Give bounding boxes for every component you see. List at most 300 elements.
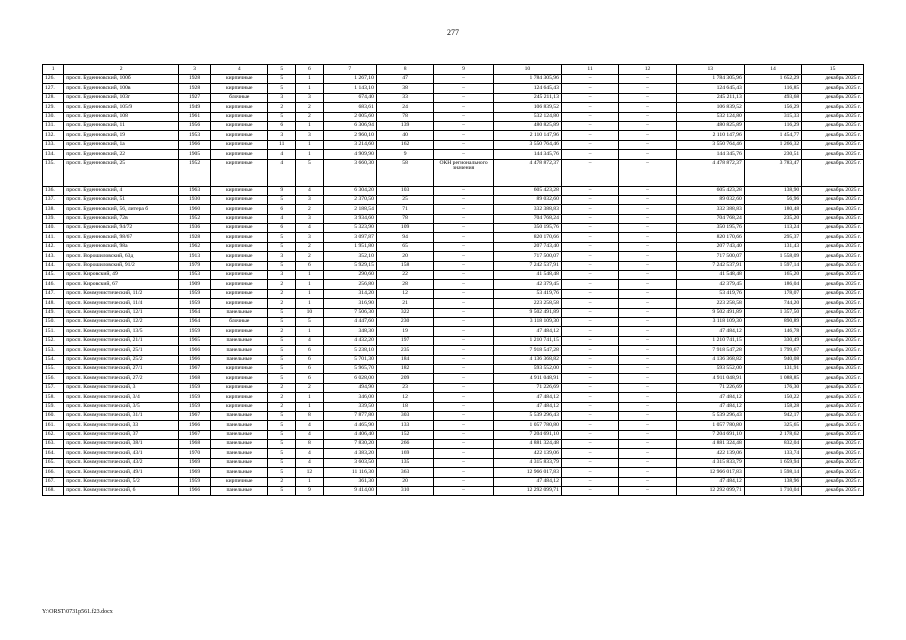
table-cell: 5 539 296,43	[676, 411, 744, 420]
table-cell: 4 432,20	[323, 336, 376, 345]
table-cell: –	[561, 93, 618, 102]
table-cell: 1961	[179, 112, 211, 121]
table-cell: –	[434, 458, 494, 467]
table-cell: декабрь 2025 г.	[802, 468, 864, 477]
table-cell: 245 211,13	[493, 93, 561, 102]
table-row	[43, 159, 864, 186]
table-cell: 3 934,60	[323, 214, 376, 223]
table-cell: –	[619, 121, 676, 130]
column-header: 4	[211, 65, 268, 75]
table-row	[43, 383, 864, 392]
table-cell: –	[434, 383, 494, 392]
table-cell: 7 830,20	[323, 440, 376, 449]
table-cell: 186,04	[744, 280, 801, 289]
table-cell: 126.	[43, 75, 64, 84]
table-cell: кирпичные	[211, 195, 268, 204]
table-cell: декабрь 2025 г.	[802, 449, 864, 458]
table-cell: 1 057 780,80	[676, 421, 744, 430]
table-cell: 1928	[179, 233, 211, 242]
table-cell: 3	[296, 93, 324, 102]
table-cell: 1928	[179, 75, 211, 84]
table-cell: 890,89	[744, 317, 801, 326]
table-cell: 1 267,10	[323, 75, 376, 84]
table-cell: просп. Коммунистический, 11/2	[64, 289, 179, 298]
table-cell: 2	[296, 103, 324, 112]
table-cell: –	[619, 289, 676, 298]
table-cell: 7 877,80	[323, 411, 376, 420]
table-cell: 158	[376, 261, 433, 270]
table-cell: –	[561, 159, 618, 186]
table-cell: –	[619, 411, 676, 420]
table-row	[43, 224, 864, 233]
table-cell: кирпичные	[211, 140, 268, 149]
table-cell: кирпичные	[211, 327, 268, 336]
table-cell: просп. Буденновский, 51	[64, 195, 179, 204]
table-cell: просп. Коммунистический, 6	[64, 487, 179, 496]
table-cell: просп. Буденновский, 56, литера б	[64, 205, 179, 214]
table-cell: 1936	[179, 224, 211, 233]
table-cell: 40	[376, 131, 433, 140]
table-cell: –	[619, 374, 676, 383]
table-cell: панельные	[211, 458, 268, 467]
table-row	[43, 280, 864, 289]
table-cell: декабрь 2025 г.	[802, 150, 864, 159]
table-cell: –	[434, 402, 494, 411]
table-cell: 41 548,48	[493, 271, 561, 280]
table-cell: 348,30	[323, 327, 376, 336]
table-cell: 593 552,00	[493, 364, 561, 373]
table-cell: 12	[376, 289, 433, 298]
table-row	[43, 121, 864, 130]
table-cell: декабрь 2025 г.	[802, 242, 864, 251]
table-cell: 158,28	[744, 402, 801, 411]
table-cell: декабрь 2025 г.	[802, 271, 864, 280]
table-cell: 6	[296, 374, 324, 383]
table-cell: 164.	[43, 449, 64, 458]
table-cell: 152.	[43, 336, 64, 345]
table-cell: 1966	[179, 140, 211, 149]
table-cell: –	[619, 112, 676, 121]
table-cell: 1	[296, 402, 324, 411]
table-cell: 5	[268, 308, 296, 317]
table-cell: 315,33	[744, 112, 801, 121]
table-cell: 3	[268, 252, 296, 261]
table-cell: кирпичные	[211, 112, 268, 121]
table-cell: 4	[296, 186, 324, 195]
table-cell: 5	[268, 261, 296, 270]
table-cell: 717 500,07	[493, 252, 561, 261]
table-cell: –	[434, 393, 494, 402]
table-cell: –	[619, 280, 676, 289]
table-row	[43, 261, 864, 270]
table-cell: кирпичные	[211, 233, 268, 242]
table-cell: 8	[296, 440, 324, 449]
table-cell: 135	[376, 458, 433, 467]
table-cell: декабрь 2025 г.	[802, 205, 864, 214]
table-cell: 78	[376, 214, 433, 223]
table-cell: 2	[268, 477, 296, 486]
table-cell: просп. Буденновский, 100б	[64, 75, 179, 84]
table-cell: –	[434, 233, 494, 242]
table-cell: 65	[376, 242, 433, 251]
table-cell: 141.	[43, 233, 64, 242]
table-cell: декабрь 2025 г.	[802, 364, 864, 373]
table-cell: 47	[376, 75, 433, 84]
table-cell: 207 743,40	[493, 242, 561, 251]
table-cell: 130.	[43, 112, 64, 121]
table-cell: 142.	[43, 242, 64, 251]
table-cell: 4 881 324,48	[676, 440, 744, 449]
table-cell: 230	[376, 317, 433, 326]
table-cell: 58	[376, 159, 433, 186]
table-cell: –	[434, 440, 494, 449]
table-cell: 197	[376, 336, 433, 345]
table-row	[43, 103, 864, 112]
table-cell: 9 502 491,89	[676, 308, 744, 317]
table-cell: –	[619, 271, 676, 280]
table-cell: 1953	[179, 131, 211, 140]
table-cell: 1	[296, 299, 324, 308]
table-cell: декабрь 2025 г.	[802, 121, 864, 130]
table-row	[43, 205, 864, 214]
table-cell: –	[434, 411, 494, 420]
table-cell: декабрь 2025 г.	[802, 393, 864, 402]
table-cell: 223 258,58	[493, 299, 561, 308]
table-cell: панельные	[211, 336, 268, 345]
table-cell: 182	[376, 364, 433, 373]
column-header: 2	[64, 65, 179, 75]
table-cell: –	[561, 233, 618, 242]
table-cell: кирпичные	[211, 186, 268, 195]
table-cell: кирпичные	[211, 374, 268, 383]
table-cell: 1 357,50	[744, 308, 801, 317]
table-cell: –	[619, 364, 676, 373]
table-cell: 1 143,10	[323, 84, 376, 93]
table-cell: 295,37	[744, 233, 801, 242]
table-cell: 6	[296, 355, 324, 364]
table-cell: 47 484,12	[676, 327, 744, 336]
table-cell: –	[434, 271, 494, 280]
table-cell: –	[561, 402, 618, 411]
table-cell: 3 550 764,46	[493, 140, 561, 149]
table-cell: –	[619, 214, 676, 223]
table-cell: кирпичные	[211, 383, 268, 392]
table-cell: 136.	[43, 186, 64, 195]
table-cell: 494,90	[323, 383, 376, 392]
column-header: 3	[179, 65, 211, 75]
table-cell: декабрь 2025 г.	[802, 477, 864, 486]
table-cell: 209	[376, 374, 433, 383]
table-cell: 129.	[43, 103, 64, 112]
column-header: 8	[376, 65, 433, 75]
table-cell: –	[619, 140, 676, 149]
table-cell: –	[561, 205, 618, 214]
table-cell: 53 419,76	[676, 289, 744, 298]
table-cell: –	[619, 355, 676, 364]
table-cell: 28	[376, 280, 433, 289]
table-cell: блочные	[211, 317, 268, 326]
table-cell: 683,61	[323, 103, 376, 112]
table-cell: панельные	[211, 411, 268, 420]
table-cell: 124 645,43	[493, 84, 561, 93]
table-cell: –	[561, 317, 618, 326]
table-cell: 6 028,00	[323, 374, 376, 383]
table-cell: 245 211,13	[676, 93, 744, 102]
table-cell: панельные	[211, 430, 268, 439]
table-cell: 155.	[43, 364, 64, 373]
table-cell: –	[434, 336, 494, 345]
table-cell: –	[561, 487, 618, 496]
table-cell: –	[619, 487, 676, 496]
table-cell: 4 881 324,48	[493, 440, 561, 449]
table-cell: 78	[376, 112, 433, 121]
table-cell: 1	[296, 477, 324, 486]
table-cell: 5 929,15	[323, 261, 376, 270]
table-cell: 7 918 547,28	[676, 346, 744, 355]
table-cell: 9	[376, 150, 433, 159]
table-cell: –	[434, 355, 494, 364]
table-cell: 1 784 305,96	[493, 75, 561, 84]
table-row	[43, 327, 864, 336]
table-cell: 12 292 099,71	[493, 487, 561, 496]
table-row	[43, 393, 864, 402]
table-cell: 9	[296, 487, 324, 496]
table-cell: 167.	[43, 477, 64, 486]
table-cell: кирпичные	[211, 150, 268, 159]
table-cell: –	[434, 374, 494, 383]
table-cell: –	[434, 150, 494, 159]
table-cell: –	[561, 103, 618, 112]
table-cell: декабрь 2025 г.	[802, 308, 864, 317]
table-cell: –	[619, 299, 676, 308]
table-cell: 180,48	[744, 205, 801, 214]
table-row	[43, 150, 864, 159]
table-cell: 4 315 833,79	[676, 458, 744, 467]
table-cell: –	[561, 214, 618, 223]
table-row	[43, 317, 864, 326]
table-cell: 5	[268, 421, 296, 430]
table-cell: 6	[296, 346, 324, 355]
table-cell: кирпичные	[211, 242, 268, 251]
column-header: 12	[619, 65, 676, 75]
table-cell: –	[434, 487, 494, 496]
table-cell: –	[619, 449, 676, 458]
column-header: 9	[434, 65, 494, 75]
table-cell: просп. Ворошиловский, 63д	[64, 252, 179, 261]
table-row	[43, 84, 864, 93]
table-row	[43, 195, 864, 204]
table-cell: 47 484,12	[676, 477, 744, 486]
table-cell: –	[619, 383, 676, 392]
table-row	[43, 477, 864, 486]
table-cell: просп. Буденновский, 108	[64, 112, 179, 121]
table-cell: декабрь 2025 г.	[802, 440, 864, 449]
table-cell: 3	[296, 131, 324, 140]
table-row	[43, 468, 864, 477]
table-cell: –	[561, 440, 618, 449]
table-cell: –	[434, 468, 494, 477]
table-cell: 1 210 741,15	[676, 336, 744, 345]
table-cell: 1	[296, 327, 324, 336]
table-cell: 145.	[43, 271, 64, 280]
table-cell: 1965	[179, 336, 211, 345]
table-cell: 361,30	[323, 477, 376, 486]
table-row	[43, 252, 864, 261]
table-cell: панельные	[211, 355, 268, 364]
table-cell: 153.	[43, 346, 64, 355]
table-cell: 5	[268, 317, 296, 326]
table-cell: 12 966 017,83	[676, 468, 744, 477]
table-cell: декабрь 2025 г.	[802, 233, 864, 242]
table-cell: 4 383,20	[323, 449, 376, 458]
table-cell: –	[561, 224, 618, 233]
table-cell: 2	[268, 289, 296, 298]
table-cell: –	[434, 186, 494, 195]
table-cell: 4 465,90	[323, 421, 376, 430]
table-cell: –	[619, 261, 676, 270]
table-cell: декабрь 2025 г.	[802, 159, 864, 186]
table-cell: –	[561, 289, 618, 298]
table-cell: –	[434, 75, 494, 84]
table-cell: просп. Буденновский, 1а	[64, 140, 179, 149]
table-cell: 109	[376, 224, 433, 233]
table-cell: 2	[268, 327, 296, 336]
table-cell: –	[619, 393, 676, 402]
table-cell: 33	[376, 93, 433, 102]
table-cell: 4 909,90	[323, 150, 376, 159]
table-cell: –	[434, 280, 494, 289]
table-cell: кирпичные	[211, 402, 268, 411]
table-cell: 22	[376, 271, 433, 280]
table-cell: просп. Буденновский, 98/67	[64, 233, 179, 242]
table-cell: 322	[376, 308, 433, 317]
table-cell: 5	[268, 355, 296, 364]
table-cell: панельные	[211, 421, 268, 430]
table-row	[43, 440, 864, 449]
table-cell: 5	[268, 487, 296, 496]
table-cell: 3 660,30	[323, 159, 376, 186]
table-row	[43, 75, 864, 84]
table-cell: 131.	[43, 121, 64, 130]
table-cell: –	[434, 308, 494, 317]
table-cell: –	[434, 140, 494, 149]
table-cell: 6 304,20	[323, 186, 376, 195]
table-cell: 2 370,50	[323, 195, 376, 204]
table-cell: –	[619, 252, 676, 261]
table-row	[43, 374, 864, 383]
table-cell: 47 484,12	[493, 327, 561, 336]
table-cell: 1 266,32	[744, 140, 801, 149]
table-row	[43, 140, 864, 149]
table-row	[43, 449, 864, 458]
table-cell: кирпичные	[211, 205, 268, 214]
table-cell: –	[434, 224, 494, 233]
table-cell: просп. Буденновский, 100в	[64, 84, 179, 93]
column-header: 14	[744, 65, 801, 75]
table-cell: –	[619, 205, 676, 214]
table-cell: 144 345,76	[493, 150, 561, 159]
table-cell: 71	[376, 205, 433, 214]
table-cell: 38	[376, 84, 433, 93]
table-cell: 1959	[179, 477, 211, 486]
table-cell: –	[561, 252, 618, 261]
table-cell: –	[561, 346, 618, 355]
table-cell: 1959	[179, 289, 211, 298]
table-cell: 148.	[43, 299, 64, 308]
table-cell: –	[434, 430, 494, 439]
table-cell: –	[561, 336, 618, 345]
table-cell: 5	[268, 411, 296, 420]
table-cell: 9	[268, 186, 296, 195]
table-cell: 832,04	[744, 440, 801, 449]
table-cell: –	[561, 140, 618, 149]
table-cell: 5	[268, 112, 296, 121]
table-cell: 116,85	[744, 84, 801, 93]
table-cell: 133,74	[744, 449, 801, 458]
table-cell: 106 839,52	[493, 103, 561, 112]
table-cell: 9 502 491,89	[493, 308, 561, 317]
table-cell: –	[561, 327, 618, 336]
table-cell: кирпичные	[211, 271, 268, 280]
table-cell: 131,91	[744, 364, 801, 373]
table-cell: блочные	[211, 93, 268, 102]
data-table-container	[42, 64, 864, 496]
table-cell: 2	[268, 402, 296, 411]
table-cell: 176,30	[744, 383, 801, 392]
table-cell: 422 139,06	[493, 449, 561, 458]
table-cell: декабрь 2025 г.	[802, 346, 864, 355]
table-cell: –	[434, 289, 494, 298]
table-cell: 7 242 537,91	[493, 261, 561, 270]
table-cell: –	[434, 327, 494, 336]
table-cell: кирпичные	[211, 214, 268, 223]
table-cell: 152	[376, 430, 433, 439]
table-cell: просп. Буденновский, 94/72	[64, 224, 179, 233]
table-row	[43, 430, 864, 439]
table-row	[43, 112, 864, 121]
table-cell: просп. Коммунистический, 43/2	[64, 458, 179, 467]
table-cell: 139.	[43, 214, 64, 223]
table-cell: 143.	[43, 252, 64, 261]
table-cell: 2	[268, 103, 296, 112]
table-cell: 493,68	[744, 93, 801, 102]
table-cell: 316,90	[323, 299, 376, 308]
table-row	[43, 364, 864, 373]
table-cell: просп. Буденновский, 19	[64, 131, 179, 140]
table-cell: кирпичные	[211, 252, 268, 261]
table-cell: 3	[268, 93, 296, 102]
column-header: 15	[802, 65, 864, 75]
table-cell: кирпичные	[211, 103, 268, 112]
table-cell: 2	[268, 299, 296, 308]
table-cell: декабрь 2025 г.	[802, 140, 864, 149]
table-cell: просп. Коммунистический, 12/2	[64, 317, 179, 326]
table-cell: –	[619, 186, 676, 195]
table-cell: –	[561, 458, 618, 467]
table-cell: просп. Коммунистический, 3/4	[64, 393, 179, 402]
table-cell: декабрь 2025 г.	[802, 252, 864, 261]
table-cell: 5	[268, 242, 296, 251]
table-cell: 1960	[179, 205, 211, 214]
table-cell: 146.	[43, 280, 64, 289]
table-cell: 165,20	[744, 271, 801, 280]
table-cell: –	[619, 242, 676, 251]
table-cell: –	[434, 214, 494, 223]
table-cell: –	[619, 195, 676, 204]
table-cell: 169	[376, 449, 433, 458]
table-cell: 1 784 305,96	[676, 75, 744, 84]
table-cell: ОКН регионального значения	[434, 159, 494, 186]
